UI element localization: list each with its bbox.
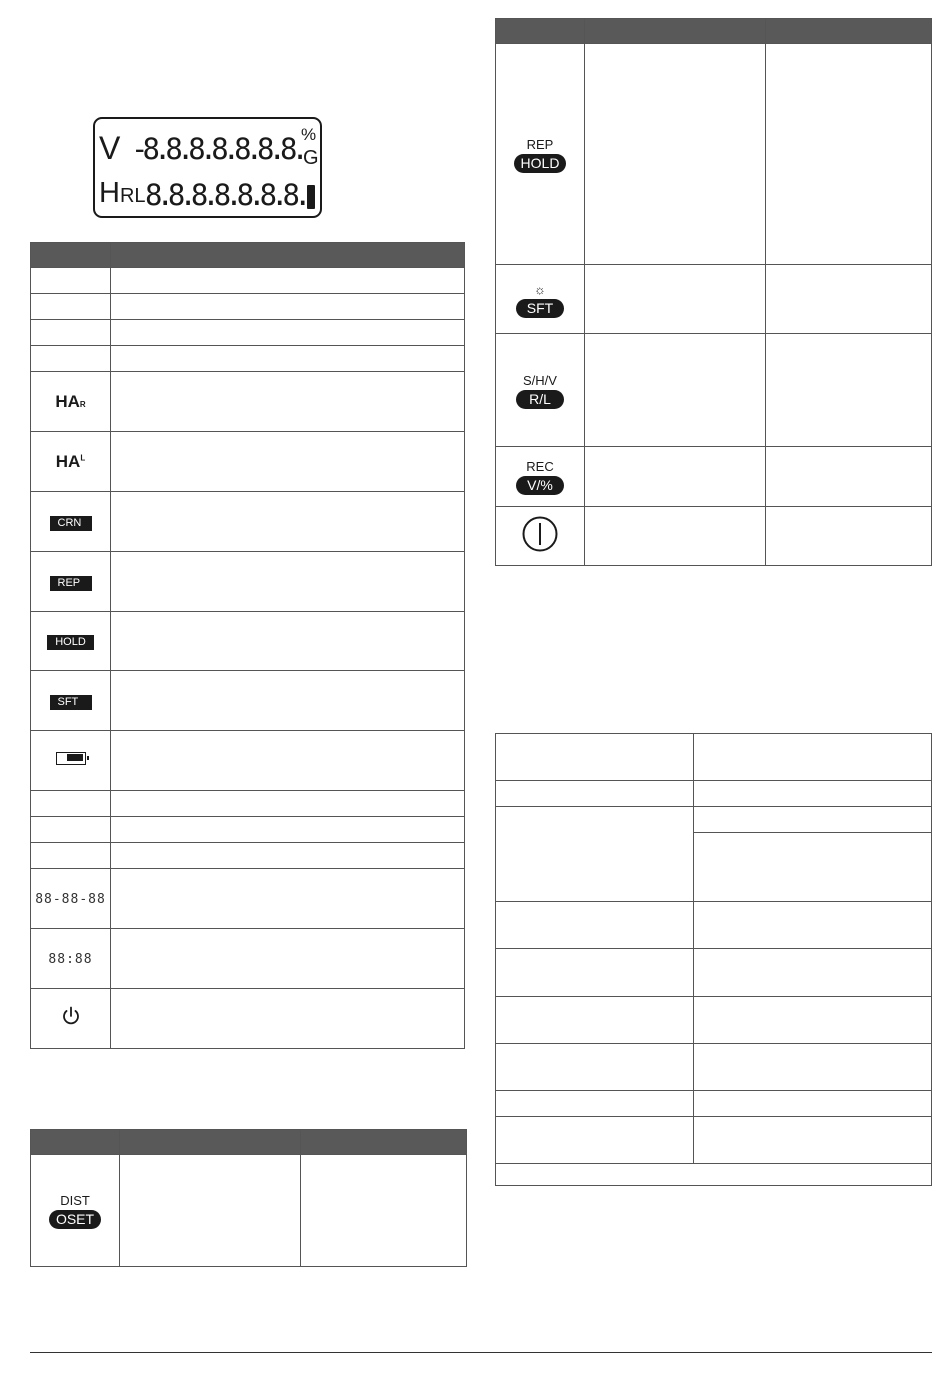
description-cell — [111, 612, 465, 671]
ha-label-sub: R — [79, 399, 86, 409]
key-table-row — [31, 1155, 467, 1267]
key-oset-button[interactable] — [49, 1194, 101, 1229]
symbol-table-row — [31, 492, 465, 552]
lcd-line2-label-main: H — [99, 177, 120, 209]
symbol-cell — [31, 791, 111, 817]
description-cell — [111, 432, 465, 492]
symbol-table-row — [31, 817, 465, 843]
key-secondary-label: S/H/V — [523, 372, 557, 388]
symbol-cell — [31, 671, 111, 731]
symbol-table-body — [31, 268, 465, 1049]
symbol-table-row — [31, 791, 465, 817]
key-secondary-label: REP — [526, 136, 554, 152]
symbol-cell — [31, 843, 111, 869]
ha-label-sub: L — [80, 452, 86, 462]
description-cell — [111, 294, 465, 320]
lcd-unit-g: G — [303, 147, 319, 169]
spec-row — [496, 949, 932, 997]
power-icon — [60, 1005, 82, 1027]
symbol-table-row — [31, 869, 465, 929]
key-function-cell — [585, 334, 766, 447]
symbol-cell — [31, 929, 111, 989]
date-display-icon: 88-88-88 — [35, 891, 106, 907]
description-cell — [111, 552, 465, 612]
symbol-cell — [31, 372, 111, 432]
symbol-table-row — [31, 671, 465, 731]
symbol-table-row — [31, 294, 465, 320]
rep-indicator-icon: REP — [50, 576, 92, 591]
symbol-table — [30, 242, 465, 1049]
symbol-table-row — [31, 372, 465, 432]
key-function-cell — [585, 447, 766, 507]
symbol-cell — [31, 268, 111, 294]
symbol-table-row — [31, 432, 465, 492]
battery-nub — [87, 756, 89, 760]
key-primary-label: OSET — [49, 1210, 101, 1229]
symbol-table-header — [31, 243, 465, 268]
description-cell — [111, 817, 465, 843]
spec-row — [496, 781, 932, 807]
key-primary-label: SFT — [516, 299, 564, 318]
symbol-table-row — [31, 929, 465, 989]
spec-row-footer — [496, 1164, 932, 1186]
sft-indicator-icon: SFT — [50, 695, 92, 710]
lcd-display — [93, 117, 322, 218]
symbol-table-row — [31, 346, 465, 372]
key-table-row — [496, 44, 932, 265]
key-cell — [496, 44, 585, 265]
symbol-cell — [31, 320, 111, 346]
description-cell — [111, 320, 465, 346]
spec-row — [496, 997, 932, 1044]
battery-icon — [56, 752, 86, 765]
symbol-table-row — [31, 268, 465, 294]
symbol-cell — [31, 612, 111, 671]
key-primary-label: HOLD — [514, 154, 567, 173]
key-secondary-label: REC — [526, 459, 554, 474]
time-display-icon: 88:88 — [48, 951, 93, 967]
key-function-cell — [585, 44, 766, 265]
key-sft-button[interactable] — [516, 283, 564, 318]
lcd-unit-percent: % — [301, 125, 317, 144]
key-function-cell — [585, 265, 766, 334]
key-secondary-label: DIST — [60, 1193, 90, 1208]
key-description-cell — [766, 334, 932, 447]
description-cell — [111, 492, 465, 552]
key-cell — [496, 447, 585, 507]
key-function-cell — [585, 507, 766, 566]
lcd-line2-label — [99, 177, 146, 212]
description-cell — [111, 791, 465, 817]
spec-row — [496, 1044, 932, 1091]
symbol-cell — [31, 432, 111, 492]
key-table-row — [496, 265, 932, 334]
key-function-cell — [120, 1155, 301, 1267]
spec-row — [496, 807, 932, 833]
key-hold-button[interactable] — [514, 138, 567, 173]
key-description-cell — [766, 44, 932, 265]
symbol-cell — [31, 731, 111, 791]
ha-label-main: HA — [55, 451, 81, 471]
key-cell — [496, 265, 585, 334]
symbol-cell — [31, 492, 111, 552]
lcd-line2-label-sub: RL — [119, 185, 146, 207]
spec-row — [496, 1091, 932, 1117]
keys-table-right-header — [496, 19, 932, 44]
key-description-cell — [766, 507, 932, 566]
key-rl-button[interactable] — [516, 374, 564, 409]
keys-table-left-header — [31, 1130, 467, 1155]
symbol-cell — [31, 294, 111, 320]
lcd-line2-digits: 8.8.8.8.8.8.8. — [145, 178, 306, 212]
footer-rule — [30, 1352, 932, 1353]
symbol-table-row — [31, 731, 465, 791]
description-cell — [111, 372, 465, 432]
key-table-row — [496, 447, 932, 507]
symbol-cell — [31, 869, 111, 929]
key-primary-label: R/L — [516, 390, 564, 409]
symbol-cell — [31, 817, 111, 843]
keys-table-right-body — [496, 44, 932, 566]
ha-right-symbol — [55, 392, 85, 411]
key-description-cell — [301, 1155, 467, 1267]
power-key-icon[interactable] — [521, 515, 559, 553]
description-cell — [111, 869, 465, 929]
keys-table-left-body — [31, 1155, 467, 1267]
key-cell — [31, 1155, 120, 1267]
lcd-line1-digits: -8.8.8.8.8.8.8. — [131, 132, 303, 166]
description-cell — [111, 731, 465, 791]
backlight-icon: ☼ — [534, 281, 546, 297]
symbol-table-row — [31, 612, 465, 671]
crn-indicator-icon: CRN — [50, 516, 92, 531]
description-cell — [111, 671, 465, 731]
symbol-table-row — [31, 320, 465, 346]
key-cell — [496, 334, 585, 447]
spec-table — [495, 733, 932, 1186]
symbol-cell — [31, 346, 111, 372]
key-description-cell — [766, 265, 932, 334]
description-cell — [111, 843, 465, 869]
keys-table-right — [495, 18, 932, 566]
symbol-table-row — [31, 989, 465, 1049]
spec-row — [496, 734, 932, 781]
symbol-table-row — [31, 843, 465, 869]
keys-table-left — [30, 1129, 467, 1267]
key-table-row — [496, 507, 932, 566]
ha-left-symbol — [56, 452, 85, 471]
key-v-button[interactable] — [516, 460, 564, 495]
symbol-cell — [31, 989, 111, 1049]
symbol-cell — [31, 552, 111, 612]
spec-row — [496, 1117, 932, 1164]
key-table-row — [496, 334, 932, 447]
lcd-line1-label: V — [99, 130, 121, 166]
key-cell — [496, 507, 585, 566]
spec-row — [496, 902, 932, 949]
description-cell — [111, 989, 465, 1049]
key-primary-label: V/% — [516, 476, 564, 495]
description-cell — [111, 929, 465, 989]
hold-indicator-icon: HOLD — [47, 635, 94, 650]
description-cell — [111, 346, 465, 372]
lcd-battery-icon — [307, 185, 315, 209]
key-description-cell — [766, 447, 932, 507]
symbol-table-row — [31, 552, 465, 612]
battery-fill — [67, 754, 83, 761]
ha-label-main: HA — [55, 391, 80, 411]
description-cell — [111, 268, 465, 294]
